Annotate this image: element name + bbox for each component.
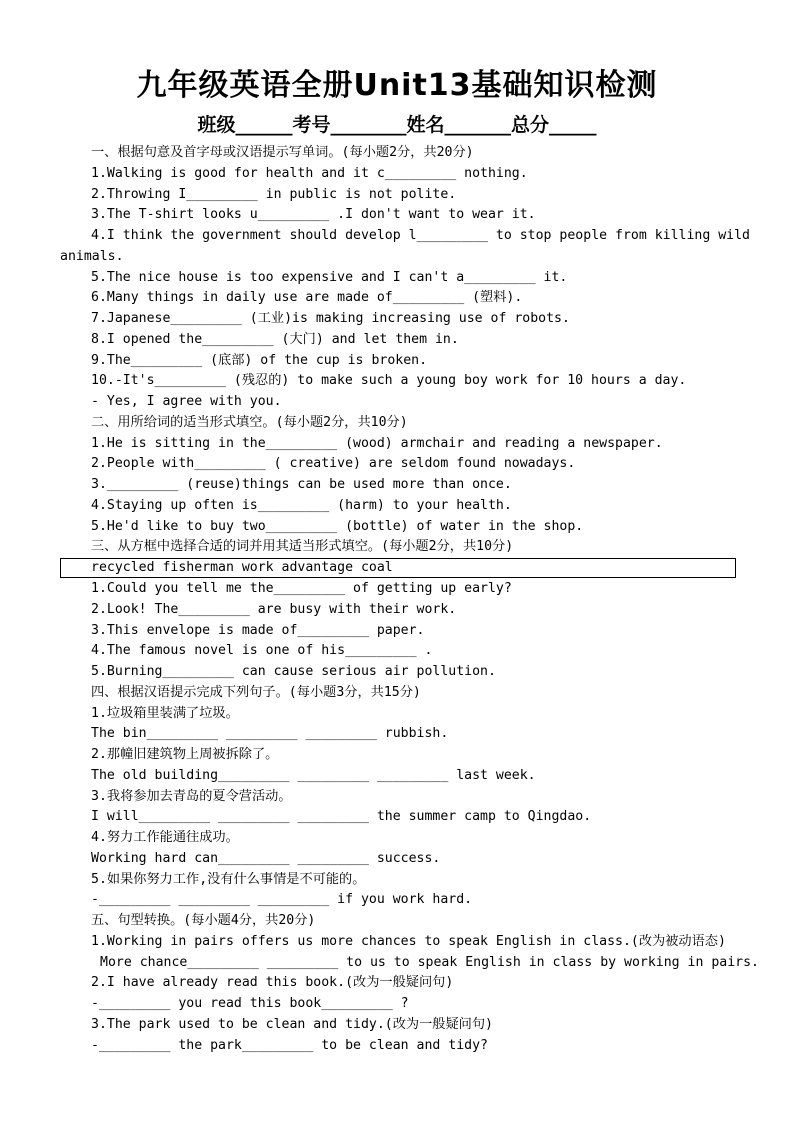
- question-line: 五、句型转换。(每小题4分，共20分): [91, 913, 316, 928]
- question-line: 3.我将参加去青岛的夏令营活动。: [91, 788, 292, 804]
- question-line: 2.Look! The_________ are busy with their work.: [91, 601, 457, 617]
- question-line: 3.This envelope is made of_________ paper.: [91, 622, 425, 638]
- question-line: The bin_________ _________ _________ rubbish.: [91, 726, 449, 742]
- question-line: 9.The_________ (底部) of the cup is broken.: [91, 352, 428, 368]
- question-line: -_________ you read this book_________ ?: [91, 996, 409, 1011]
- page-title: 九年级英语全册Unit13基础知识检测: [136, 68, 658, 103]
- question-line: 4.The famous novel is one of his_________ .: [91, 643, 433, 659]
- question-line: 7.Japanese_________ (工业)is making increasing use of robots.: [91, 311, 570, 326]
- word-bank-box: recycled fisherman work advantage coal: [60, 558, 736, 578]
- question-line: 二、用所给词的适当形式填空。(每小题2分，共10分): [91, 414, 408, 430]
- question-line: 一、根据句意及首字母或汉语提示写单词。(每小题2分，共20分): [91, 145, 474, 160]
- question-line: 四、根据汉语提示完成下列句子。(每小题3分，共15分): [91, 684, 421, 700]
- question-line: 2.People with_________ ( creative) are seldom found nowadays.: [91, 456, 576, 472]
- question-line: 5.He'd like to buy two_________ (bottle) of water in the shop.: [91, 518, 584, 534]
- question-line: 4.Staying up often is_________ (harm) to your health.: [91, 497, 512, 513]
- question-line: 3._________ (reuse)things can be used more than once.: [91, 477, 512, 492]
- question-line: 5.The nice house is too expensive and I can't a_________ it.: [91, 269, 568, 285]
- question-line: -_________ the park_________ to be clean and tidy?: [91, 1037, 488, 1053]
- question-line: 1.Walking is good for health and it c_________ nothing.: [91, 165, 528, 181]
- question-line: I will_________ _________ _________ the summer camp to Qingdao.: [91, 809, 592, 825]
- question-line: 2.Throwing I_________ in public is not polite.: [91, 186, 457, 202]
- question-list: [60, 143, 759, 1056]
- question-line: 2.I have already read this book.(改为一般疑问句): [91, 975, 454, 991]
- question-line: 3.The T-shirt looks u_________ .I don't want to wear it.: [91, 207, 536, 223]
- question-line: - Yes, I agree with you.: [91, 394, 282, 409]
- question-line: 1.He is sitting in the_________ (wood) armchair and reading a newspaper.: [91, 435, 663, 451]
- question-line: 1.Could you tell me the_________ of getting up early?: [91, 581, 512, 596]
- question-line: Working hard can_________ _________ success.: [91, 850, 441, 866]
- question-line: 1.Working in pairs offers us more chances to speak English in class.(改为被动语态): [91, 933, 726, 949]
- question-line: 4.I think the government should develop l_________ to stop people from killing wild: [91, 228, 750, 243]
- question-line: 6.Many things in daily use are made of_________ (塑料).: [91, 290, 523, 306]
- question-line: 三、从方框中选择合适的词并用其适当形式填空。(每小题2分，共10分): [91, 539, 514, 555]
- student-info-fields: 班级______考号________姓名_______总分_____: [197, 114, 597, 136]
- question-line: 1.垃圾箱里装满了垃圾。: [91, 705, 239, 721]
- question-line: 5.如果你努力工作,没有什么事情是不可能的。: [91, 871, 366, 887]
- question-line: The old building_________ _________ _________ last week.: [91, 767, 536, 783]
- question-line: 3.The park used to be clean and tidy.(改为一般疑问句): [91, 1016, 493, 1032]
- question-line: -_________ _________ _________ if you work hard.: [91, 892, 473, 908]
- question-line: 5.Burning_________ can cause serious air pollution.: [91, 664, 496, 679]
- question-line: animals.: [60, 248, 124, 264]
- question-line: 2.那幢旧建筑物上周被拆除了。: [91, 747, 279, 762]
- question-line: 10.-It's_________ (残忍的) to make such a young boy work for 10 hours a day.: [91, 373, 687, 389]
- question-line: More chance_________ _________ to us to speak English in class by working in pairs.: [100, 954, 759, 970]
- question-line: 8.I opened the_________ (大门) and let them in.: [91, 331, 459, 347]
- question-line: 4.努力工作能通往成功。: [91, 830, 239, 845]
